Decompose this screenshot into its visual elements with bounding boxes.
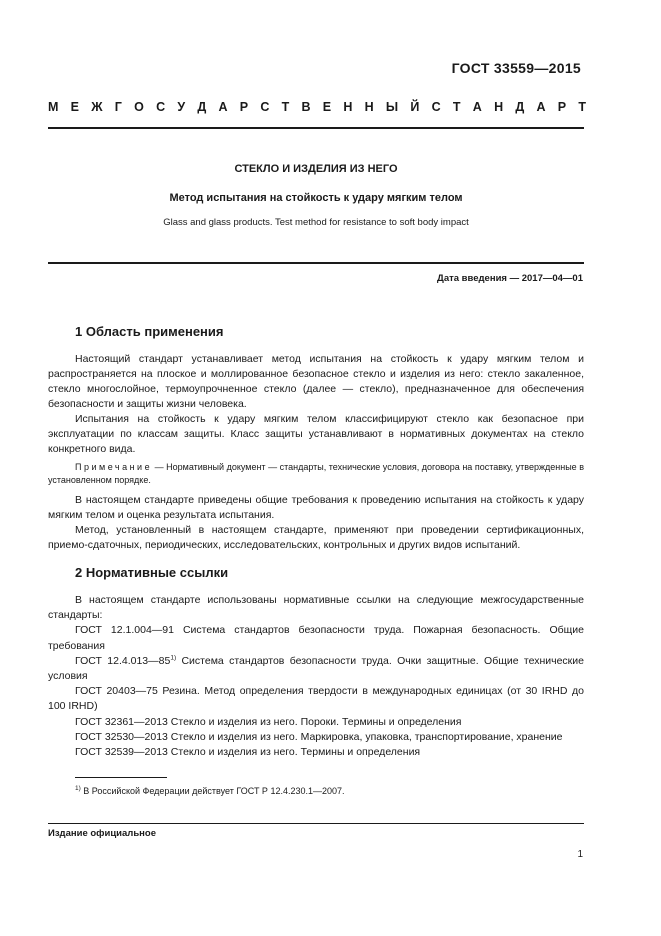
reference-item: ГОСТ 20403—75 Резина. Метод определения твердости в международных единицах (от 30 IRHD до 100 IRHD) (48, 685, 584, 713)
standard-banner: М Е Ж Г О С У Д А Р С Т В Е Н Н Ы Й С Т А Н Д А Р Т (48, 100, 586, 114)
references-list (48, 593, 584, 760)
section-2-heading: 2 Нормативные ссылки (75, 565, 229, 580)
reference-item: ГОСТ 32530—2013 Стекло и изделия из него. Маркировка, упаковка, транспортирование, хранение (75, 730, 563, 743)
references-intro: В настоящем стандарте использованы нормативные ссылки на следующие межгосударственные стандарты: (48, 594, 584, 622)
reference-item: ГОСТ 12.4.013—85$^{1)}$ Система стандартов безопасности труда. Очки защитные. Общие технические условия (48, 654, 584, 683)
footnote-rule (75, 777, 167, 778)
section-1-body (48, 352, 584, 457)
paragraph: В настоящем стандарте приведены общие требования к проведению испытания на стойкость к удару мягким телом и оценка результата испытания. (48, 494, 584, 521)
note-label: Примечание (75, 462, 153, 472)
footer-rule (48, 823, 584, 824)
section-1-heading: 1 Область применения (75, 324, 224, 339)
english-title: Glass and glass products. Test method for resistance to soft body impact (163, 217, 469, 228)
page-number: 1 (577, 849, 583, 860)
edition-label: Издание официальное (48, 828, 156, 839)
footnote-marker: 1) (75, 785, 81, 792)
document-title: СТЕКЛО И ИЗДЕЛИЯ ИЗ НЕГО (234, 163, 398, 175)
section-1-body-2 (48, 493, 584, 553)
reference-item: ГОСТ 12.1.004—91 Система стандартов безопасности труда. Пожарная безопасность. Общие требования (48, 624, 584, 652)
footnote-ref: 1) (170, 654, 177, 662)
paragraph: Испытания на стойкость к удару мягким телом классифицируют стекло как безопасное при эксплуатации по классам защиты. Класс защиты устанавливают в нормативных документах на стекло конкретного вида. (48, 413, 584, 455)
reference-item: ГОСТ 32539—2013 Стекло и изделия из него. Термины и определения (75, 746, 421, 759)
note-text: — Нормативный документ — стандарты, технические условия, договора на поставку, утвержденные в установленном порядке. (48, 462, 584, 485)
paragraph: Метод, установленный в настоящем стандарте, применяют при проведении сертификационных, приемо-сдаточных, периодических, исследовательских, контрольных и других видов испытаний. (48, 524, 584, 551)
footnote (75, 786, 345, 796)
header-rule (48, 127, 584, 129)
title-rule (48, 262, 584, 264)
document-number: ГОСТ 33559—2015 (451, 60, 581, 76)
reference-item: ГОСТ 32361—2013 Стекло и изделия из него. Пороки. Термины и определения (75, 715, 462, 728)
note (48, 461, 584, 487)
document-subtitle: Метод испытания на стойкость к удару мягким телом (169, 192, 463, 204)
footnote-text: В Российской Федерации действует ГОСТ Р 12.4.230.1—2007. (80, 786, 345, 796)
introduction-date: Дата введения — 2017—04—01 (437, 273, 583, 284)
paragraph: Настоящий стандарт устанавливает метод испытания на стойкость к удару мягким телом и распространяется на плоское и моллированное безопасное стекло и изделия из него: стекло закаленное, стекло многослойное, термоупрочненное стекло (далее — стекло), предназначенное для обеспечения безопасности и защиты жизни человека. (48, 353, 584, 410)
